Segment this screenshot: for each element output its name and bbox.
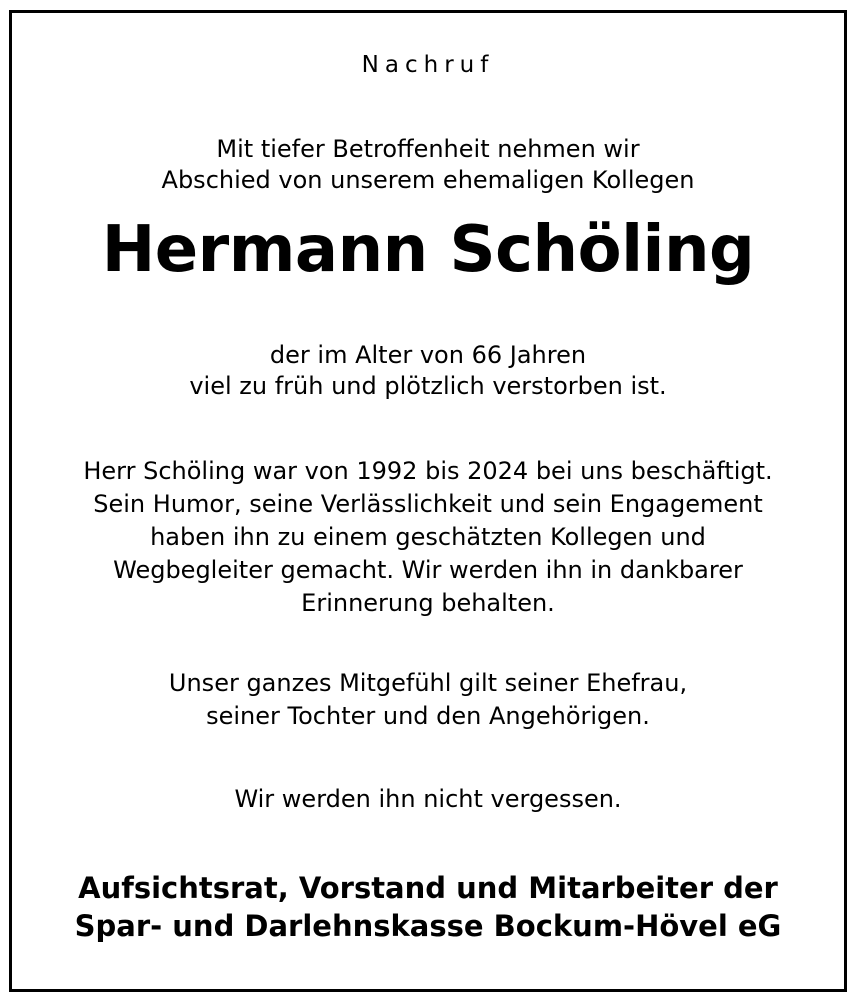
sympathy-line: Unser ganzes Mitgefühl gilt seiner Ehefrau,	[168, 669, 688, 697]
signature-block	[0, 869, 856, 945]
closing-text: Wir werden ihn nicht vergessen.	[234, 785, 622, 813]
sympathy-line: seiner Tochter und den Angehörigen.	[206, 702, 650, 730]
age-line: der im Alter von 66 Jahren	[269, 341, 587, 369]
heading-text: Nachruf	[361, 52, 495, 78]
notice-heading	[0, 50, 856, 80]
closing-line	[0, 783, 856, 816]
tribute-line: Sein Humor, seine Verlässlichkeit und sein Engagement	[93, 490, 763, 518]
deceased-name-text: Hermann Schöling	[101, 213, 755, 287]
tribute-paragraph	[0, 455, 856, 620]
age-text	[0, 340, 856, 402]
signature-line: Spar- und Darlehnskasse Bockum-Hövel eG	[74, 909, 782, 943]
intro-line: Mit tiefer Betroffenheit nehmen wir	[216, 135, 640, 163]
signature-line: Aufsichtsrat, Vorstand und Mitarbeiter der	[78, 871, 778, 905]
deceased-name	[0, 207, 856, 293]
sympathy-paragraph	[0, 667, 856, 733]
tribute-line: haben ihn zu einem geschätzten Kollegen und	[150, 523, 706, 551]
intro-text	[0, 134, 856, 196]
tribute-line: Erinnerung behalten.	[301, 589, 555, 617]
tribute-line: Wegbegleiter gemacht. Wir werden ihn in dankbarer	[113, 556, 743, 584]
age-line: viel zu früh und plötzlich verstorben ist.	[189, 372, 667, 400]
intro-line: Abschied von unserem ehemaligen Kollegen	[161, 166, 695, 194]
tribute-line: Herr Schöling war von 1992 bis 2024 bei uns beschäftigt.	[83, 457, 773, 485]
